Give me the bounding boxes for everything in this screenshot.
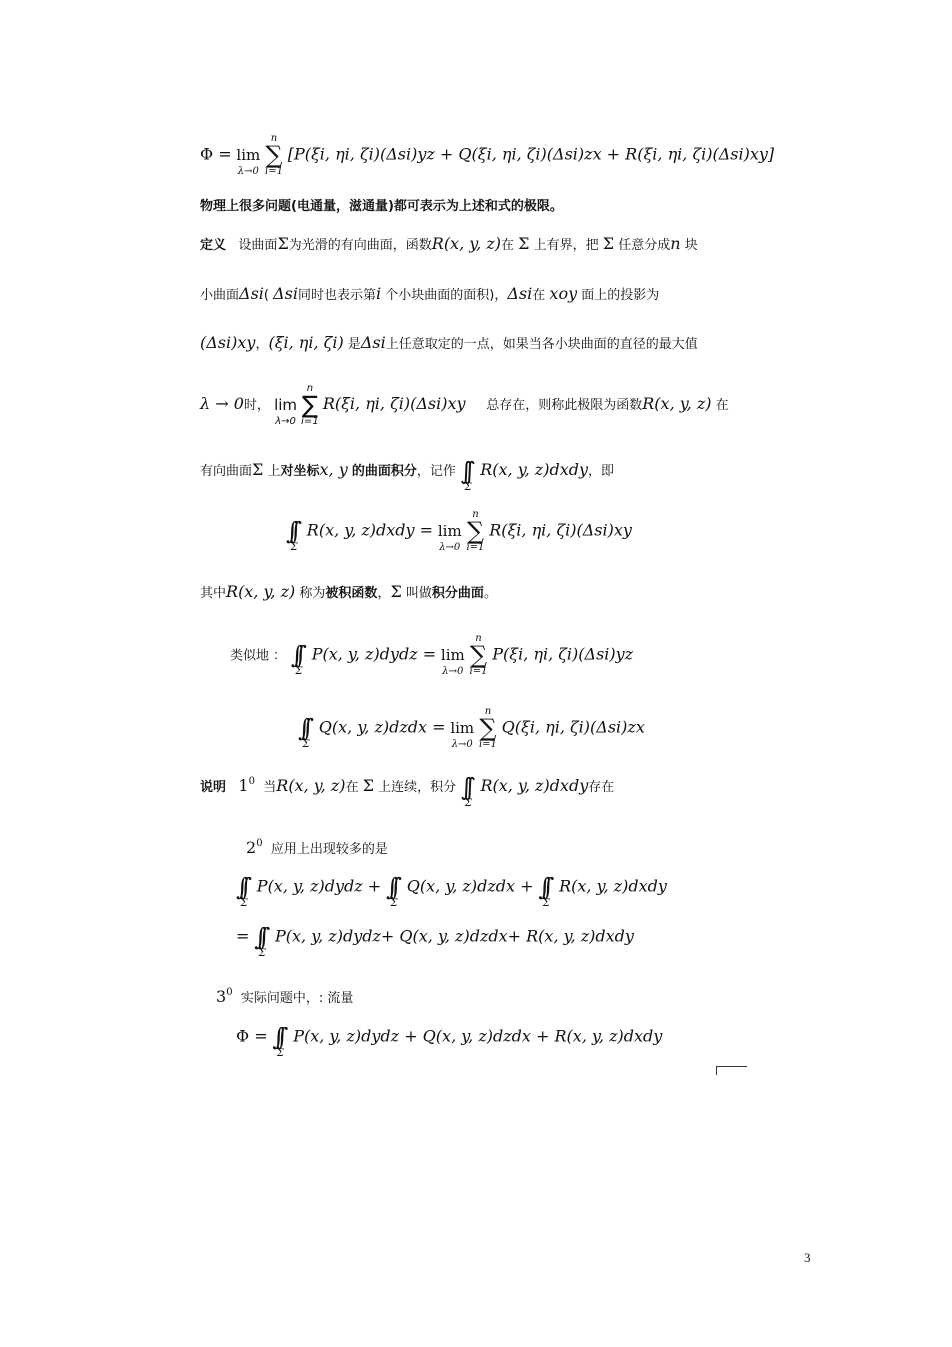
definition-line-3: (Δsi)xy，(ξi, ηi, ζi) 是Δsi上任意取定的一点，如果当各小块曲面的直径的最大值 — [200, 333, 698, 352]
page-number: 3 — [804, 1250, 811, 1265]
remark-2-formula-2: = ∫∫ Σ P(x, y, z)dydz+ Q(x, y, z)dzdx+ R(x, y, z)dxdy — [236, 916, 634, 959]
sum-operator: n ∑ i=1 — [469, 633, 488, 677]
terms-line: 其中R(x, y, z) 称为被积函数，Σ 叫做积分曲面。 — [200, 582, 497, 601]
definition-label: 定义 — [200, 238, 227, 253]
sum-operator: n ∑ i=1 — [478, 706, 497, 750]
limit-operator: lim λ→0 — [450, 719, 475, 750]
remark-3-formula: Φ = ∫∫ Σ P(x, y, z)dydz + Q(x, y, z)dzdx + R(x, y, z)dxdy — [236, 1016, 662, 1059]
double-integral-operator: ∫∫ Σ — [538, 873, 550, 909]
double-integral-operator: ∫∫ Σ — [460, 457, 472, 493]
double-integral-operator: ∫∫ Σ — [290, 641, 303, 677]
remark-2: $2^0$ 应用上出现较多的是 — [246, 838, 388, 857]
double-integral-operator: ∫∫ Σ — [298, 714, 310, 750]
double-integral-operator: ∫∫ Σ — [254, 923, 266, 959]
double-integral-operator: ∫∫ Σ — [385, 873, 398, 909]
definition-line-2: 小曲面Δsi( Δsi同时也表示第i 个小块曲面的面积)，Δsi在 xoy 面上的投影为 — [200, 284, 660, 303]
sum-operator: n ∑ i=1 — [466, 509, 485, 553]
formula-body: [P(ξi, ηi, ζi)(Δsi)yz + Q(ξi, ηi, ζi)(Δsi)zx + R(ξi, ηi, ζi)(Δsi)xy] — [287, 144, 775, 164]
remark-1: 说明 $1^0$ 当R(x, y, z)在 Σ 上连续，积分 ∫∫ Σ R(x, y, z)dxdy存在 — [200, 766, 614, 809]
similar-formula-1: 类似地 ： ∫∫ Σ P(x, y, z)dydz = lim λ→0 n ∑ i=1 P(ξi, ηi, ζi)(Δsi)yz — [230, 633, 634, 677]
remark-3: $3^0$ 实际问题中，: 流量 — [216, 987, 354, 1006]
definition-formula: ∫∫ Σ R(x, y, z)dxdy = lim λ→0 n ∑ i=1 R(ξi, ηi, ζi)(Δsi)xy — [286, 509, 632, 553]
limit-operator: lim λ→0 — [440, 646, 465, 677]
double-integral-operator: ∫∫ Σ — [460, 773, 472, 809]
limit-operator: lim λ→0 — [274, 396, 298, 427]
corner-mark — [716, 1066, 747, 1075]
sum-operator: n ∑ i=1 — [301, 383, 319, 427]
sum-operator: n ∑ i=1 — [265, 133, 283, 177]
remark-label: 说明 — [200, 780, 227, 795]
double-integral-operator: ∫∫ Σ — [236, 873, 248, 909]
definition-line-5: 有向曲面Σ 上对坐标x, y 的曲面积分，记作 ∫∫ Σ R(x, y, z)dxdy，即 — [200, 450, 614, 493]
double-integral-operator: ∫∫ Σ — [286, 517, 298, 553]
remark-2-formula-1: ∫∫ Σ P(x, y, z)dydz + ∫∫ Σ Q(x, y, z)dzdx + ∫∫ Σ R(x, y, z)dxdy — [236, 866, 667, 909]
similar-formula-2: ∫∫ Σ Q(x, y, z)dzdx = lim λ→0 n ∑ i=1 Q(ξi, ηi, ζi)(Δsi)zx — [298, 706, 645, 750]
limit-operator: lim λ→0 — [437, 522, 462, 553]
double-integral-operator: ∫∫ Σ — [272, 1023, 284, 1059]
limit-operator: lim λ→0 — [236, 146, 261, 177]
definition-line-4: λ → 0时， lim λ→0 n ∑ i=1 R(ξi, ηi, ζi)(Δsi)xy 总存在，则称此极限为函数R(x, y, z) 在 — [200, 383, 729, 427]
physics-note: 物理上很多问题(电通量，滋通量)都可表示为上述和式的极限。 — [200, 199, 563, 214]
definition-line-1: 定义 设曲面Σ为光滑的有向曲面，函数R(x, y, z)在 Σ 上有界，把 Σ 任意分成n 块 — [200, 234, 698, 253]
formula-lhs: Φ = — [200, 144, 232, 164]
flux-formula — [200, 134, 774, 177]
